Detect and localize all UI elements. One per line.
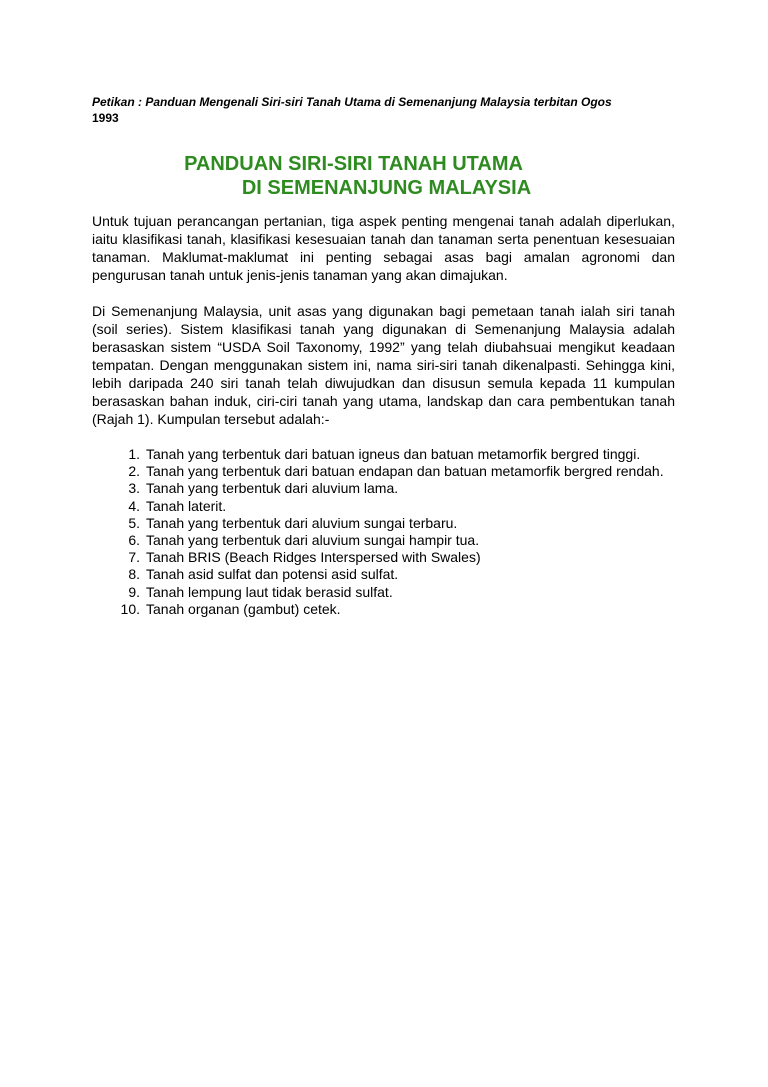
list-item-number: 10. <box>120 600 140 617</box>
list-item <box>92 446 675 463</box>
list-item-number: 4. <box>128 497 140 514</box>
list-item-text: Tanah yang terbentuk dari aluvium lama. <box>146 480 399 497</box>
list-item-text: Tanah asid sulfat dan potensi asid sulfat. <box>146 566 399 583</box>
list-item <box>92 515 675 532</box>
list-item-text: Tanah yang terbentuk dari aluvium sungai terbaru. <box>146 514 458 531</box>
list-item-text: Tanah BRIS (Beach Ridges Interspersed with Swales) <box>146 549 481 566</box>
list-item <box>92 480 675 497</box>
list-item-text: Tanah yang terbentuk dari batuan endapan dan batuan metamorfik bergred rendah. <box>146 463 664 480</box>
list-item <box>92 566 675 583</box>
list-item-number: 7. <box>128 549 140 566</box>
citation-year: 1993 <box>92 111 119 125</box>
list-item-text: Tanah organan (gambut) cetek. <box>146 600 341 617</box>
list-item <box>92 549 675 566</box>
soil-group-list <box>92 446 675 618</box>
title-line-1: PANDUAN SIRI-SIRI TANAH UTAMA <box>184 153 523 175</box>
list-item <box>92 463 675 480</box>
document-title <box>92 152 675 200</box>
document-content <box>92 94 675 618</box>
list-item-text: Tanah yang terbentuk dari aluvium sungai hampir tua. <box>146 532 480 549</box>
list-item-text: Tanah lempung laut tidak berasid sulfat. <box>146 583 393 600</box>
paragraph-soil-series: Di Semenanjung Malaysia, unit asas yang digunakan bagi pemetaan tanah ialah siri tanah (soil series). Sistem klasifikasi tanah yang digunakan di Semenanjung Malaysia adalah berasaskan sistem “USDA Soil Taxonomy, 1992” yang telah diubahsuai mengikut keadaan tempatan. Dengan menggunakan sistem ini, nama siri-siri tanah dikenalpasti. Sehingga kini, lebih daripada 240 siri tanah telah diwujudkan dan disusun semula kepada 11 kumpulan berasaskan bahan induk, ciri-ciri tanah yang utama, landskap dan cara pembentukan tanah (Rajah 1). Kumpulan tersebut adalah:- <box>92 303 675 427</box>
list-item-number: 3. <box>128 480 140 497</box>
list-item-text: Tanah laterit. <box>146 497 227 514</box>
list-item-text: Tanah yang terbentuk dari batuan igneus dan batuan metamorfik bergred tinggi. <box>146 446 641 462</box>
title-line-2: DI SEMENANJUNG MALAYSIA <box>241 177 532 199</box>
list-item-number: 2. <box>128 463 140 480</box>
citation-text: Petikan : Panduan Mengenali Siri-siri Tanah Utama di Semenanjung Malaysia terbitan Ogos <box>92 95 612 109</box>
list-item <box>92 584 675 601</box>
list-item-number: 5. <box>128 514 140 531</box>
list-item-number: 6. <box>128 532 140 549</box>
paragraph-intro: Untuk tujuan perancangan pertanian, tiga aspek penting mengenai tanah adalah diperlukan, iaitu klasifikasi tanah, klasifikasi kesesuaian tanah dan tanaman serta penentuan kesesuaian tanaman. Maklumat-maklumat ini penting sebagai asas bagi amalan agronomi dan pengurusan tanah untuk jenis-jenis tanaman yang akan dimajukan. <box>92 213 675 283</box>
source-citation <box>92 94 675 126</box>
list-item-number: 8. <box>128 566 140 583</box>
list-item-number: 9. <box>128 583 140 600</box>
list-item-number: 1. <box>128 446 140 462</box>
list-item <box>92 601 675 618</box>
list-item <box>92 498 675 515</box>
list-item <box>92 532 675 549</box>
